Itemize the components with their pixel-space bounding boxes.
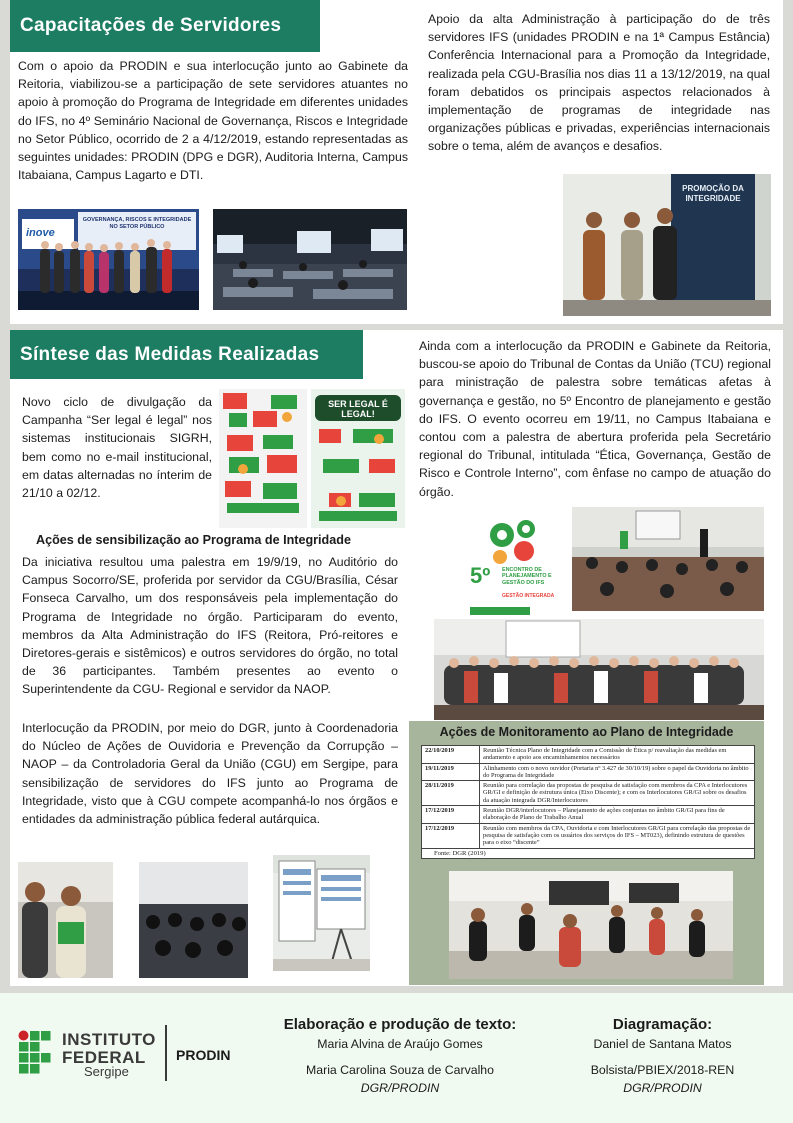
diagramacao-name: Daniel de Santana Matos — [593, 1037, 732, 1051]
elaboracao-dept: DGR/PRODIN — [360, 1081, 440, 1095]
conference-integridade-photo — [563, 174, 771, 316]
encontro-number: 5º — [470, 563, 491, 588]
monitoring-source: Fonte: DGR (2019) — [434, 849, 486, 857]
logo-text-sergipe: Sergipe — [84, 1064, 129, 1079]
palestra-audience-photo — [139, 862, 248, 978]
row-text: Alinhamento com o novo ouvidor (Portaria nº 3.427 de 30/10/19) sobre o papel da Ouvidoria no âmbito do Programa de Integridade — [483, 764, 749, 779]
row-text: Reunião Técnica Plano de Integridade com a Comissão de Ética p/ reavaliação das medidas em andamento e apoio aos encaminhamentos necessários — [483, 747, 727, 762]
capacitacoes-right-text: Apoio da alta Administração à participação do de três servidores IFS (unidades PRODIN e na 1ª Campus Estância) Conferência Internacional para a Promoção da Integridade, realizada pela CGU-Brasília nos dias 11 a 13/12/2019, na qual foram debatidos os principais aspectos relacionados à implementação de programas de integridade nas organizações públicas e privadas, experiências internacionais sobre o tema, além de avanços e desafios. — [428, 12, 770, 154]
capacitacoes-left-text: Com o apoio da PRODIN e sua interlocução junto ao Gabinete da Reitoria, viabilizou-se a participação de sete servidores atuantes no apoio à promoção do Programa de Integridade em diferentes unidades do IFS, no 4º Seminário Nacional de Governança, Riscos e Integridade no Setor Público, ocorrido de 2 a 4/12/2019, estando representadas as seguintes unidades: PRODIN (DPG e DGR), Auditoria Interna, Campus Itabaiana, Campus Lagarto e DTI. — [18, 59, 408, 183]
palestra-speaker-photo — [18, 862, 113, 978]
footer-unit: PRODIN — [176, 1047, 231, 1063]
campaign-posters-image — [219, 389, 405, 528]
table-row — [422, 746, 754, 764]
seminar-auditorium-photo — [213, 209, 407, 310]
campaign-text: Novo ciclo de divulgação da Campanha “Ser legal é legal” nos sistemas institucionais SIGRH, bem como no e-mail institucional, em datas alternadas no ínterim de 21/10 a 02/12. — [22, 395, 212, 501]
row-text: Reunião com membros da CPA, Ouvidoria e com Interlocutores GR/GI para correlação das propostas de pesquisa de satisfação com os usuários dos serviços do IFS – MT023), definindo estrutura de questões para o eixo “discente” — [483, 824, 751, 847]
campaign-badge-text: SER LEGAL É LEGAL! — [328, 399, 388, 419]
table-row — [422, 806, 754, 824]
diagramacao-role: Bolsista/PBIEX/2018-REN — [590, 1063, 735, 1077]
table-row — [422, 824, 754, 849]
row-date: 22/10/2019 — [422, 746, 480, 763]
encontro-group-photo — [434, 619, 764, 720]
if-logo — [18, 1030, 52, 1076]
diagramacao-title: Diagramação: — [612, 1016, 713, 1033]
encontro-label: ENCONTRO DE PLANEJAMENTO E GESTÃO DO IFS — [502, 567, 552, 586]
row-text: Reunião DGR/interlocutores – Planejamento de ações conjuntas no âmbito GR/GI para fins de elaboração de Plano de Trabalho Anual — [483, 807, 725, 822]
tcu-text: Ainda com a interlocução da PRODIN e Gabinete da Reitoria, buscou-se apoio do Tribunal de Contas da União (TCU) regional para ministração de palestra sobre temáticas afetas à governança e gestão, no 5º Encontro de planejamento e gestão do IFS. O evento ocorreu em 19/11, no Campus Itabaiana e contou com a palestra de abertura proferida pela Secretário regional do Tribunal, intitulada “Ética, Governança, Gestão de Risco e Controle Interno”, com ênfase no campo de atuação do órgão. — [419, 339, 771, 499]
logo-text-federal: FEDERAL — [62, 1048, 146, 1067]
seminar-sign-text: GOVERNANÇA, RISCOS E INTEGRIDADE NO SETOR PÚBLICO — [82, 217, 192, 230]
row-date: 28/11/2019 — [422, 781, 480, 805]
encontro-logo-image — [466, 507, 565, 618]
table-row — [422, 764, 754, 782]
diagramacao-credits — [570, 1015, 755, 1097]
monitoring-panel — [409, 721, 764, 985]
seminar-group-photo — [18, 209, 199, 310]
elaboracao-title: Elaboração e produção de texto: — [283, 1016, 517, 1033]
table-row — [422, 781, 754, 806]
tcu-lecture-photo — [572, 507, 764, 611]
monitoring-title: Ações de Monitoramento ao Plano de Integridade — [439, 725, 734, 739]
palestra-poster-photo — [273, 855, 370, 971]
sensibilizacao-text: Da iniciativa resultou uma palestra em 19/9/19, no Auditório do Campus Socorro/SE, proferida por servidor da CGU/Brasília, César Fonseca Carvalho, um dos responsáveis pela implementação do Programa de Integridade no órgão. Participaram do evento, membros da Alta Administração do IFS (Reitora, Pró-reitores e Diretores-gerais e sistêmicos) e outros servidores do órgão, no total de 36 participantes. Também presentes ao evento o Superintendente da CGU- Regional e servidor da NAOP. — [22, 555, 398, 697]
elaboracao-credits — [255, 1015, 545, 1097]
encontro-sub: GESTÃO INTEGRADA — [502, 593, 555, 599]
section-title-sintese: Síntese das Medidas Realizadas — [10, 330, 363, 379]
section-title-capacitacoes: Capacitações de Servidores — [10, 0, 320, 52]
naop-text: Interlocução da PRODIN, por meio do DGR, junto à Coordenadoria do Núcleo de Ações de Ouvidoria e Prevenção da Corrupção – NAOP – da Controladoria Geral da União (CGU) em Sergipe, para sensibilização de servidores do IFS junto ao Programa de Integridade, visto que à CGU compete acompanhá-lo nos órgãos e entidades da administração pública federal autárquica. — [22, 721, 398, 827]
row-date: 17/12/2019 — [422, 806, 480, 823]
monitoring-table — [421, 745, 755, 859]
logo-divider — [165, 1025, 167, 1081]
row-date: 17/12/2019 — [422, 824, 480, 848]
sensibilizacao-heading: Ações de sensibilização ao Programa de Integridade — [36, 533, 351, 547]
seminar-brand-text: inove — [26, 227, 55, 239]
row-text: Reunião para correlação das propostas de pesquisa de satisfação com membros da CPA e Interlocutores GR/GI e definição de estrutura única (Eixo Discente); e com os Interlocutores GR/GI sobre os desafios da atuação integrada DGR/Interlocutores — [483, 782, 748, 804]
elaboracao-name-1: Maria Alvina de Araújo Gomes — [317, 1037, 483, 1051]
row-date: 19/11/2019 — [422, 764, 480, 781]
diagramacao-dept: DGR/PRODIN — [623, 1081, 702, 1095]
footer — [0, 993, 793, 1123]
logo-text-instituto: INSTITUTO — [62, 1030, 156, 1049]
elaboracao-name-2: Maria Carolina Souza de Carvalho — [306, 1063, 494, 1077]
conference-sign-text: PROMOÇÃO DA INTEGRIDADE — [682, 184, 744, 203]
monitoring-meeting-photo — [449, 871, 733, 979]
